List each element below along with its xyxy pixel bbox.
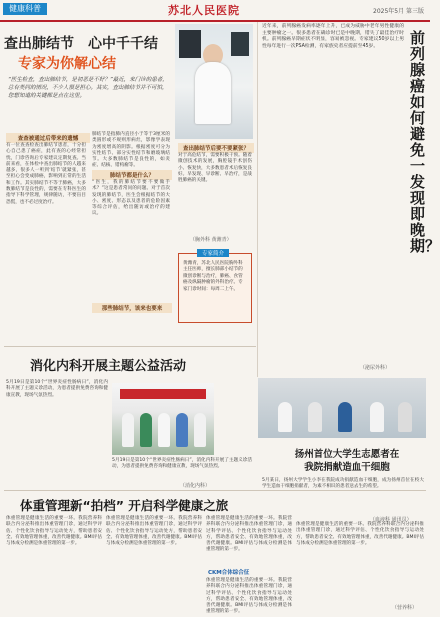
date-page: 2025年5月 第三版 [373, 8, 424, 15]
expert-title: 专家简介 [197, 249, 229, 257]
prostate-title: 前列腺癌如何避免一发现即晚期？ [410, 29, 440, 255]
donation-title-line1: 扬州首位大学生志愿者在 [294, 449, 400, 460]
person [338, 402, 352, 432]
event-photo [112, 383, 214, 455]
weight-title: 体重管理新“拍档” 开启科学健康之旅 [20, 498, 229, 513]
weight-subhead: CKM合体综合征 [208, 570, 250, 576]
donation-text: 5月某日，扬州大学学生小李在我院成功捐献造血干细胞，成为扬州首位在校大学生造血干细胞捐献者，为素不相识的患者送去生的希望。 [262, 478, 424, 490]
person [308, 402, 322, 432]
lung-col3-text: “医生，我的肺结节要不要做手术？”这是患者常问的问题。对于首次发现的肺结节，医生会根据结节的大小、密度、形态以及患者的危险因素等综合评估，给出随访或治疗的建议。 [92, 180, 170, 217]
lung-col2-head: 肺结节都是什么？ [92, 170, 172, 180]
person [278, 402, 292, 432]
expert-box [178, 253, 252, 323]
lung-col3-head: 查出肺结节后要不要紧张？ [178, 143, 254, 153]
weight-text-col4: 体重管理是健康生活的重要一环。我院营养科联合内分泌科推出体重管理门诊，通过科学评估、个性化饮食指导与运动处方，帮助患者安全、有效地管理体重，改善代谢健康。BMI评估与体成分检测是体重管理的第一步。 [206, 578, 292, 615]
person [122, 413, 134, 447]
donation-title-line2: 我院捐献造血干细胞 [304, 462, 390, 473]
paper-name: 苏北人民医院 [168, 4, 240, 17]
weight-text-col1: 体重管理是健康生活的重要一环。我院营养科联合内分泌科推出体重管理门诊，通过科学评估、个性化饮食指导与运动处方，帮助患者安全、有效地管理体重，改善代谢健康。BMI评估与体成分检测是体重管理的第一步。 [6, 516, 102, 547]
doctor-coat [195, 62, 231, 124]
weight-text-col5: 体重管理是健康生活的重要一环。我院营养科联合内分泌科推出体重管理门诊，通过科学评估、个性化饮食指导与运动处方，帮助患者安全、有效地管理体重，改善代谢健康。BMI评估与体成分检测是体重管理的第一步。 [296, 522, 424, 546]
person [140, 413, 152, 447]
weight-text-col3: 体重管理是健康生活的重要一环。我院营养科联合内分泌科推出体重管理门诊，通过科学评估、个性化饮食指导与运动处方，帮助患者安全、有效地管理体重，改善代谢健康。BMI评估与体成分检测是体重管理的第一步。 [206, 516, 292, 553]
doctor-photo [175, 24, 253, 139]
feature-lead: “医生检查，查出肺结节，是初恶是不好？”最近，来门诊的患者，总有类同的情况，不少人很是担心。其实，查出肺结节并不可怕，您想知道的关键都是点在这里。 [8, 77, 168, 99]
section-tag: 健康科普 [3, 3, 47, 15]
column-divider [257, 22, 258, 377]
person [398, 402, 412, 432]
donation-title [292, 448, 402, 474]
feature-subtitle: 专家为你解心结 [18, 56, 116, 72]
lung-byline: （胸外科 黄潍青） [190, 237, 232, 243]
lung-col3b-text: 对于高危结节，需要积极干预。随着微创技术的发展，胸腔镜手术创伤小、恢复快，大多数患者术后恢复良好。早发现、早诊断、早治疗，是战胜肺癌的关键。 [178, 153, 252, 184]
event-title: 消化内科开展主题公益活动 [30, 359, 187, 374]
xray-film [231, 32, 249, 56]
feature-title-a: 查出肺结节 [4, 36, 74, 52]
event-text: 5月19日是第10个“世界炎症性肠病日”，消化内科开展了主题义诊活动，为患者提供免费咨询和健康宣教，现场气氛热烈。 [6, 380, 108, 398]
person [194, 413, 206, 447]
section-divider [4, 490, 426, 491]
person [176, 413, 188, 447]
person [158, 413, 170, 447]
donation-photo [258, 378, 426, 438]
event-text-2: 5月19日是第10个“世界炎症性肠病日”，消化内科开展了主题义诊活动，为患者提供免费咨询和健康宣教，现场气氛热烈。 [112, 458, 252, 470]
expert-text: 黄潍青，苏北人民医院胸外科主任医师，擅长肺部小结节的微创诊断与治疗，肺癌、食管癌及纵隔肿瘤的外科治疗。专家门诊时间：每周二上午。 [183, 261, 243, 292]
prostate-text: 近年来，前列腺癌发病率逐年上升，已成为威胁中老年男性健康的主要肿瘤之一。很多患者在确诊时已是中晚期，错失了最佳治疗时机。前列腺癌早期症状不明显，容易被忽视。专家建议50岁以上男性每年进行一次PSA检测，有家族史者应提前至45岁。 [262, 24, 404, 49]
section-divider [4, 346, 256, 347]
page-header [0, 0, 430, 22]
donation-caption: （血液科 通讯员） [370, 517, 412, 523]
lung-col1-head: 查查被通过后带来的遗憾 [6, 133, 90, 143]
xray-film [179, 30, 201, 58]
lung-col2-text: 肺结节是指肺内直径小于等于3厘米的类圆形或不规则形病灶，影像学表现为密度增高的阴影。根据密度可分为实性结节、部分实性结节和磨玻璃结节。大多数肺结节是良性的，如炎症、结核、错构瘤等。 [92, 132, 170, 169]
weight-text-col2: 体重管理是健康生活的重要一环。我院营养科联合内分泌科推出体重管理门诊，通过科学评估、个性化饮食指导与运动处方，帮助患者安全、有效地管理体重，改善代谢健康。BMI评估与体成分检测是体重管理的第一步。 [106, 516, 202, 547]
feature-title [4, 33, 158, 53]
lung-col4-head: 那些肺结节，该来也要来 [92, 303, 172, 313]
event-banner [120, 389, 206, 399]
lung-col1-text: 有一位查查检查出肺结节患者，十分担心自己患了癌症，此有查的心经常担忧，门诊咨询后专家建议定期复查。当前来看，在体检中查出肺结节的人越来越多，很多人一听到‘结节’就紧张，甚至担心会变成肺癌，影响到正常的生活和工作。其实肺结节不等于肺癌，大多数肺结节是良性的，需要在专科医生的指导下科学管理，规律随访，不要盲目恐慌，也不必过度治疗。 [6, 143, 86, 205]
prostate-byline: （泌尿外科） [360, 365, 391, 371]
feature-title-b: 心中千千结 [88, 36, 158, 52]
person [370, 402, 384, 432]
event-caption: （消化内科） [180, 483, 211, 489]
weight-byline: （营养科） [392, 605, 418, 611]
